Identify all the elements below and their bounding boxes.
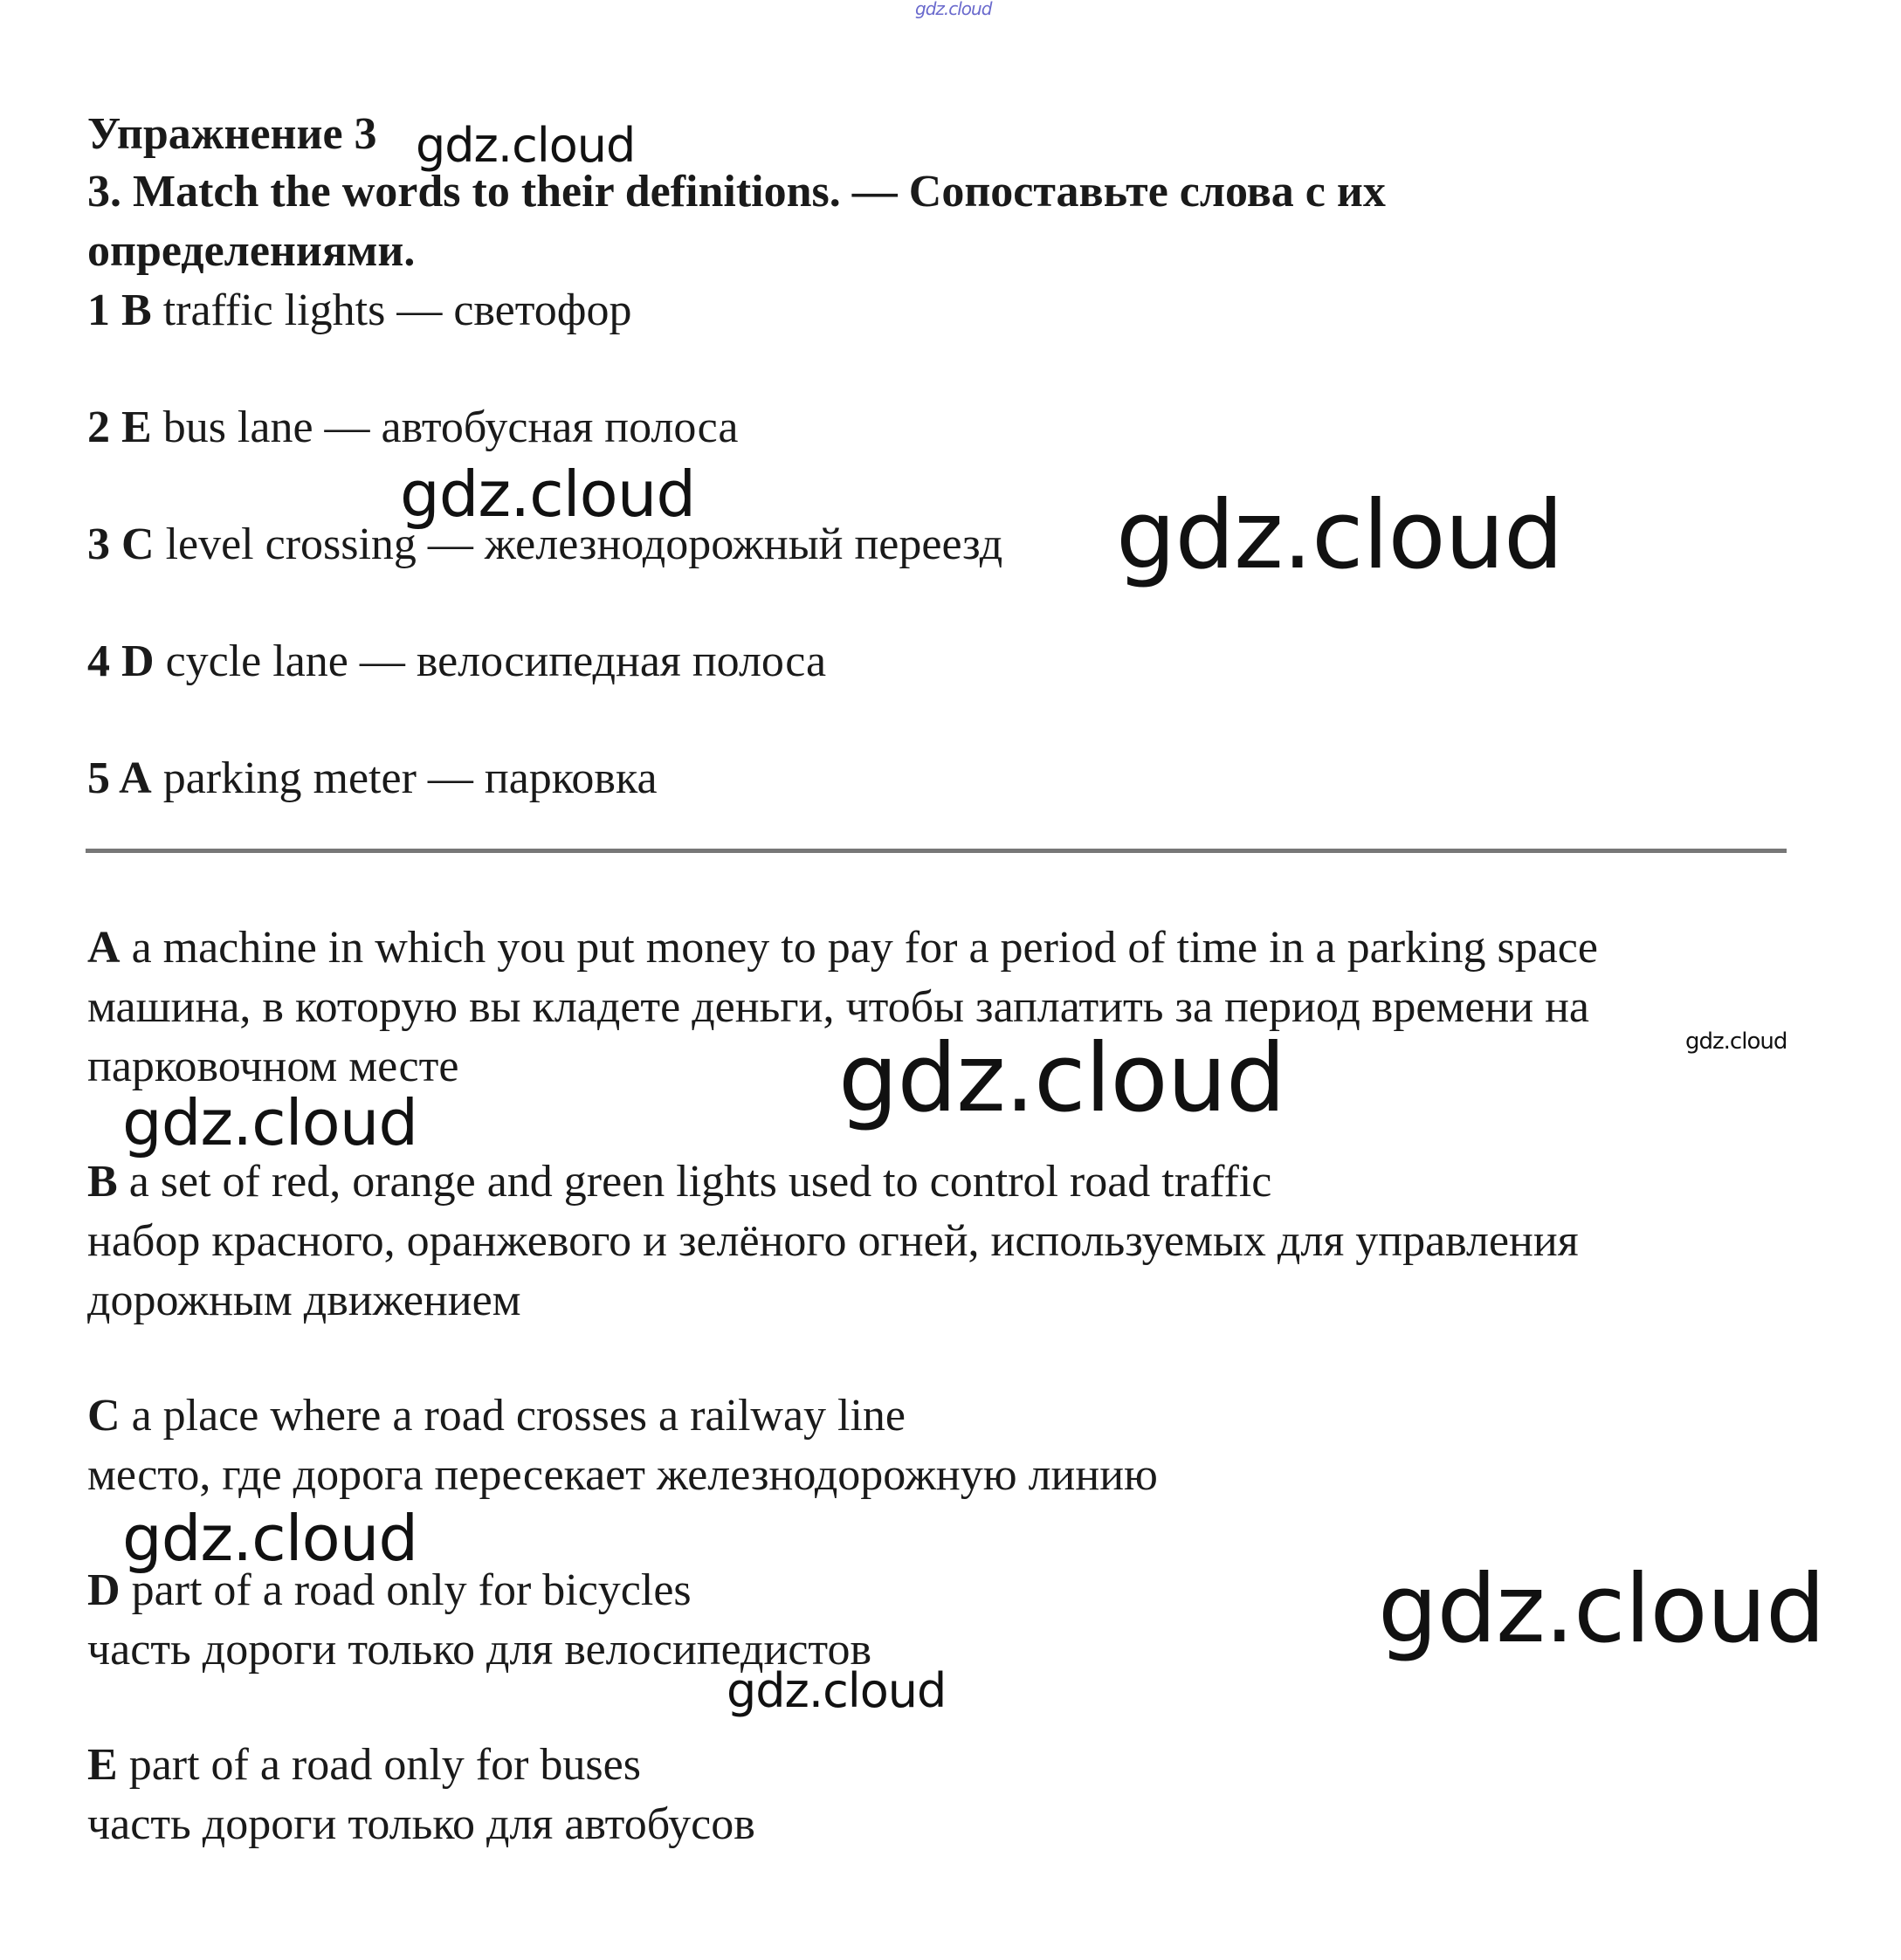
answer-item-3: [87, 515, 1002, 574]
answer-key: 2 E: [87, 402, 152, 452]
watermark: gdz.cloud: [727, 1663, 947, 1718]
answer-item-4: [87, 632, 826, 691]
definition-a-english: A a machine in which you put money to pay for a period of time in a parking space: [87, 923, 1598, 973]
answer-text: level crossing — железнодорожный переезд: [154, 519, 1003, 569]
definition-b-english: B a set of red, orange and green lights used to control road traffic: [87, 1157, 1272, 1207]
answer-text: bus lane — автобусная полоса: [151, 402, 739, 452]
watermark: gdz.cloud: [838, 1024, 1285, 1133]
definition-letter: E: [87, 1740, 118, 1790]
definition-a-russian-line-1: машина, в которую вы кладете деньги, чтобы заплатить за период времени на: [87, 982, 1589, 1032]
watermark: gdz.cloud: [1685, 1028, 1787, 1055]
watermark: gdz.cloud: [1116, 481, 1563, 590]
definition-b-russian-line-2: дорожным движением: [87, 1276, 521, 1325]
task-instruction-line-1: 3. Match the words to their definitions. — Сопоставьте слова с их: [87, 167, 1386, 217]
watermark: gdz.cloud: [400, 457, 696, 531]
watermark: gdz.cloud: [416, 118, 636, 173]
definition-letter: A: [87, 923, 121, 973]
section-divider: [86, 849, 1787, 853]
definition-d-russian-line-1: часть дороги только для велосипедистов: [87, 1625, 871, 1675]
answer-item-2: [87, 398, 738, 457]
definition-b-russian-line-1: набор красного, оранжевого и зелёного огней, используемых для управления: [87, 1216, 1579, 1266]
definition-c-english: C a place where a road crosses a railway line: [87, 1391, 906, 1441]
task-instruction-line-2: определениями.: [87, 226, 416, 276]
definition-e-english: E part of a road only for buses: [87, 1740, 641, 1790]
watermark: gdz.cloud: [122, 1086, 418, 1159]
watermark: gdz.cloud: [122, 1502, 418, 1575]
answer-key: 3 C: [87, 519, 155, 569]
answer-item-1: [87, 281, 631, 340]
definition-letter: B: [87, 1157, 118, 1207]
answer-text: cycle lane — велосипедная полоса: [154, 636, 827, 686]
definition-c-russian-line-1: место, где дорога пересекает железнодорожную линию: [87, 1450, 1158, 1500]
watermark: gdz.cloud: [915, 0, 992, 19]
answer-key: 1 B: [87, 285, 152, 335]
definition-e-russian-line-1: часть дороги только для автобусов: [87, 1799, 755, 1849]
answer-item-5: [87, 749, 658, 808]
answer-text: parking meter — парковка: [151, 753, 658, 803]
watermark: gdz.cloud: [1378, 1555, 1825, 1664]
definition-d-english: D part of a road only for bicycles: [87, 1565, 692, 1615]
exercise-title: Упражнение 3: [87, 109, 377, 159]
definition-letter: C: [87, 1391, 121, 1441]
answer-text: traffic lights — светофор: [151, 285, 632, 335]
definition-a-russian-line-2: парковочном месте: [87, 1042, 459, 1091]
answer-key: 4 D: [87, 636, 155, 686]
answer-key: 5 A: [87, 753, 152, 803]
definition-letter: D: [87, 1565, 121, 1615]
